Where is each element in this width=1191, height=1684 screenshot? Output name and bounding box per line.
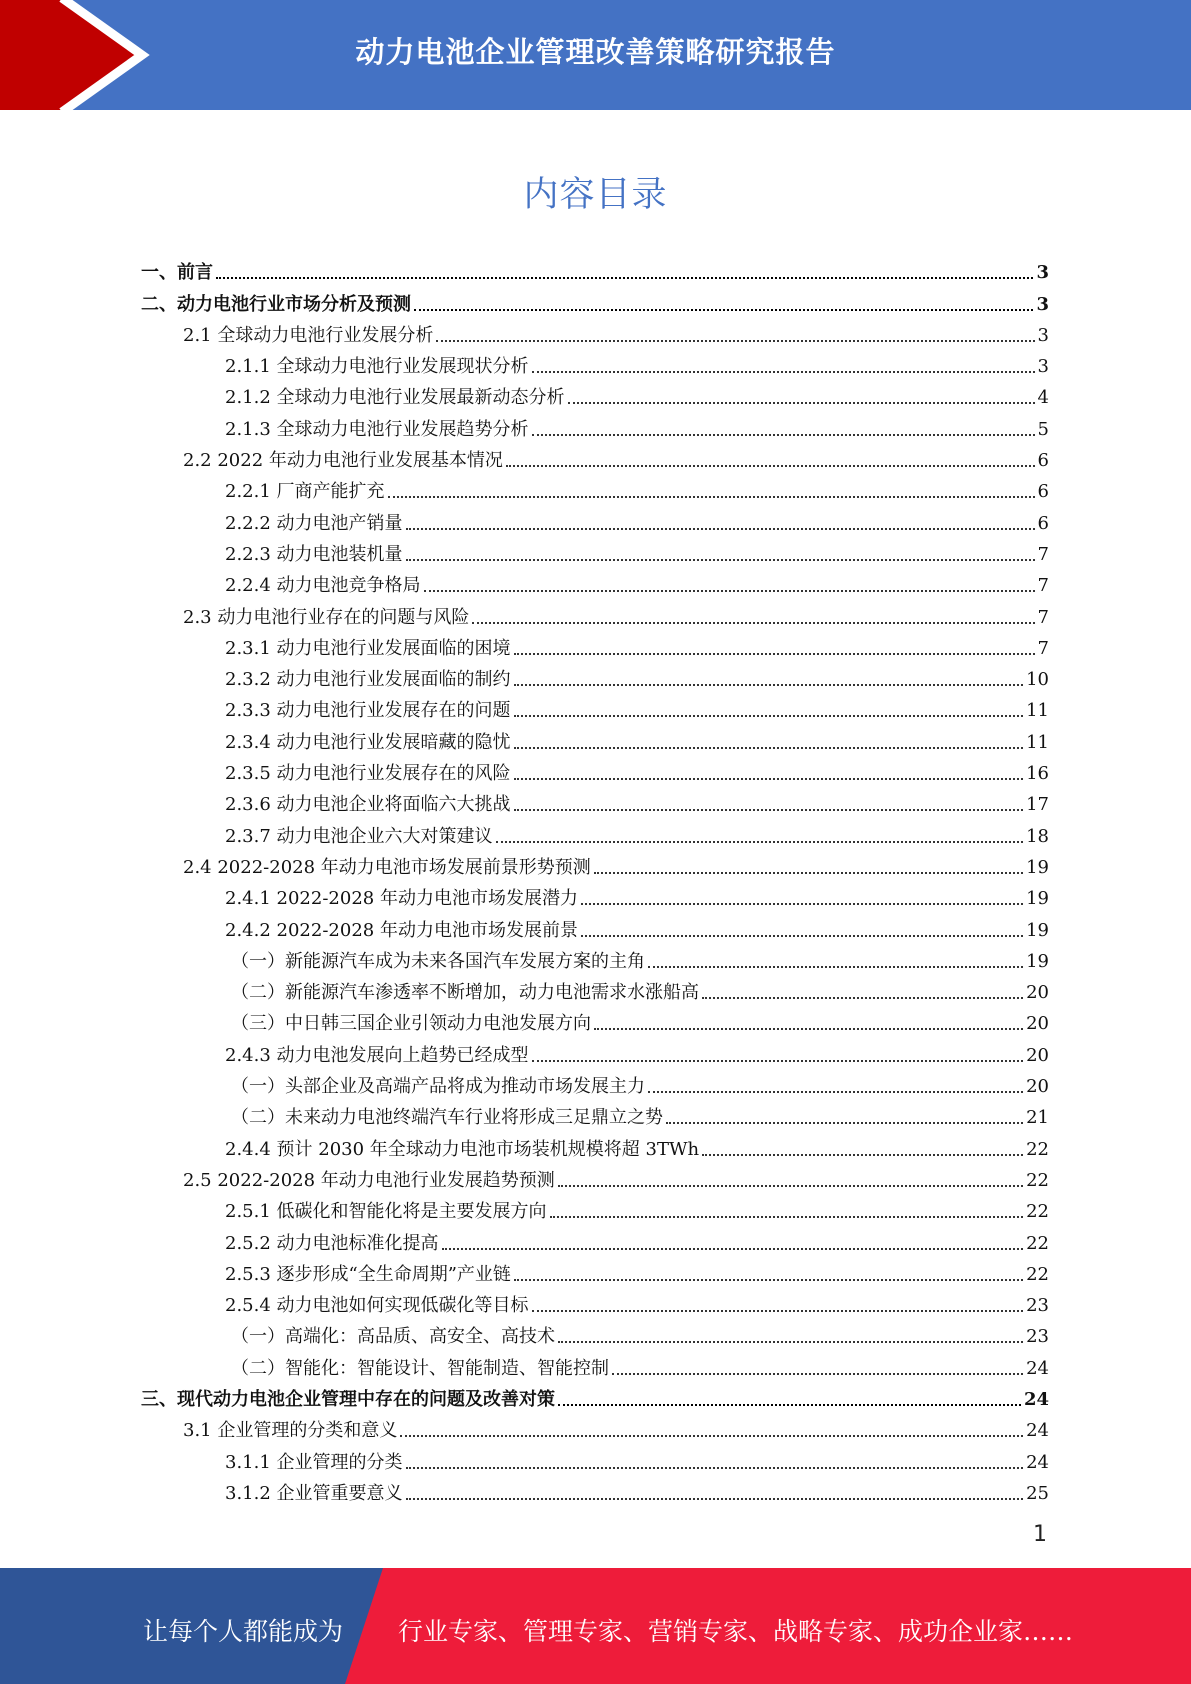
toc-leader-dots <box>216 277 1033 279</box>
toc-entry-page: 23 <box>1026 1326 1049 1348</box>
toc-leader-dots <box>532 1310 1024 1312</box>
toc-entry-label: 2.5 2022-2028 年动力电池行业发展趋势预测 <box>183 1169 555 1191</box>
toc-leader-dots <box>594 872 1023 874</box>
toc-entry-label: 2.3.5 动力电池行业发展存在的风险 <box>225 763 511 785</box>
toc-leader-dots <box>514 715 1024 717</box>
toc-leader-dots <box>424 590 1035 592</box>
toc-entry-page: 7 <box>1037 543 1049 565</box>
toc-entry-page: 24 <box>1026 1357 1049 1379</box>
toc-entry[interactable] <box>141 1474 1049 1505</box>
toc-entry-page: 20 <box>1026 1044 1049 1066</box>
toc-entry-label: 2.2.4 动力电池竞争格局 <box>225 575 421 597</box>
toc-entry-label: 2.4.3 动力电池发展向上趋势已经成型 <box>225 1044 529 1066</box>
toc-entry-label: 2.4.1 2022-2028 年动力电池市场发展潜力 <box>225 888 578 910</box>
toc-entry-label: 3.1.1 企业管理的分类 <box>225 1451 403 1473</box>
toc-entry-page: 23 <box>1026 1295 1049 1317</box>
toc-entry-page: 3 <box>1036 262 1049 284</box>
toc-leader-dots <box>702 997 1023 999</box>
toc-entry-page: 4 <box>1037 387 1049 409</box>
toc-entry[interactable] <box>141 1098 1049 1129</box>
toc-entry[interactable] <box>141 347 1049 378</box>
toc-leader-dots <box>581 935 1023 937</box>
toc-leader-dots <box>414 309 1033 311</box>
toc-leader-dots <box>648 1091 1023 1093</box>
toc-entry[interactable] <box>141 472 1049 503</box>
toc-leader-dots <box>514 778 1024 780</box>
toc-leader-dots <box>442 1248 1024 1250</box>
toc-leader-dots <box>406 1467 1024 1469</box>
toc-leader-dots <box>612 1373 1023 1375</box>
toc-entry-page: 20 <box>1026 1013 1049 1035</box>
toc-entry-page: 6 <box>1037 450 1049 472</box>
toc-entry-page: 22 <box>1026 1169 1049 1191</box>
toc-entry-label: 三、现代动力电池企业管理中存在的问题及改善对策 <box>141 1388 555 1410</box>
toc-entry-label: （二）新能源汽车渗透率不断增加，动力电池需求水涨船高 <box>231 982 699 1004</box>
toc-entry-page: 7 <box>1037 575 1049 597</box>
toc-entry[interactable] <box>141 879 1049 910</box>
toc-leader-dots <box>514 653 1035 655</box>
toc-entry-page: 11 <box>1026 700 1049 722</box>
toc-entry-label: 3.1 企业管理的分类和意义 <box>183 1420 398 1442</box>
toc-entry-page: 22 <box>1026 1138 1049 1160</box>
toc-entry[interactable] <box>141 1255 1049 1286</box>
toc-leader-dots <box>506 465 1035 467</box>
toc-leader-dots <box>558 1341 1023 1343</box>
toc-leader-dots <box>472 622 1034 624</box>
toc-entry[interactable] <box>141 535 1049 566</box>
toc-entry-page: 6 <box>1037 481 1049 503</box>
toc-entry[interactable] <box>141 284 1049 315</box>
page-footer <box>0 1568 1191 1684</box>
toc-entry-page: 25 <box>1026 1482 1049 1504</box>
toc-entry-label: 二、动力电池行业市场分析及预测 <box>141 293 411 315</box>
toc-leader-dots <box>406 1498 1024 1500</box>
toc-heading: 内容目录 <box>523 175 668 215</box>
table-of-contents <box>141 253 1049 1505</box>
toc-entry-label: 2.5.3 逐步形成“全生命周期”产业链 <box>225 1263 511 1285</box>
toc-leader-dots <box>568 402 1035 404</box>
toc-entry-page: 3 <box>1037 324 1049 346</box>
toc-entry[interactable] <box>141 1223 1049 1254</box>
toc-leader-dots <box>514 809 1024 811</box>
toc-entry-page: 5 <box>1037 418 1049 440</box>
toc-entry[interactable] <box>141 722 1049 753</box>
toc-entry-label: 2.4.4 预计 2030 年全球动力电池市场装机规模将超 3TWh <box>225 1138 700 1160</box>
toc-entry-label: 2.3.1 动力电池行业发展面临的困境 <box>225 637 511 659</box>
toc-leader-dots <box>406 528 1035 530</box>
toc-entry[interactable] <box>141 1192 1049 1223</box>
toc-entry-label: 2.1.2 全球动力电池行业发展最新动态分析 <box>225 387 565 409</box>
toc-entry[interactable] <box>141 785 1049 816</box>
toc-entry-label: （一）高端化：高品质、高安全、高技术 <box>231 1326 555 1348</box>
toc-entry[interactable] <box>141 316 1049 347</box>
toc-entry[interactable] <box>141 253 1049 284</box>
toc-leader-dots <box>514 684 1024 686</box>
toc-leader-dots <box>558 1185 1023 1187</box>
toc-entry-label: （二）智能化：智能设计、智能制造、智能控制 <box>231 1357 609 1379</box>
toc-entry-label: 2.2.2 动力电池产销量 <box>225 512 403 534</box>
toc-entry[interactable] <box>141 1004 1049 1035</box>
toc-leader-dots <box>532 1060 1024 1062</box>
toc-entry[interactable] <box>141 691 1049 722</box>
toc-entry-label: 2.1.3 全球动力电池行业发展趋势分析 <box>225 418 529 440</box>
toc-entry-page: 7 <box>1037 606 1049 628</box>
toc-entry-label: 2.5.4 动力电池如何实现低碳化等目标 <box>225 1295 529 1317</box>
toc-entry-label: 2.3.4 动力电池行业发展暗藏的隐忧 <box>225 731 511 753</box>
toc-entry-label: 2.5.2 动力电池标准化提高 <box>225 1232 439 1254</box>
toc-entry[interactable] <box>141 848 1049 879</box>
toc-entry-page: 24 <box>1023 1388 1049 1410</box>
toc-leader-dots <box>594 1028 1023 1030</box>
toc-entry[interactable] <box>141 1380 1049 1411</box>
toc-entry[interactable] <box>141 1161 1049 1192</box>
toc-entry-page: 22 <box>1026 1263 1049 1285</box>
report-title: 动力电池企业管理改善策略研究报告 <box>355 35 836 69</box>
footer-slogan-left: 让每个人都能成为 <box>143 1617 344 1646</box>
toc-leader-dots <box>532 434 1035 436</box>
page-number: 1 <box>1033 1522 1047 1547</box>
toc-entry[interactable] <box>141 942 1049 973</box>
toc-entry-label: （一）新能源汽车成为未来各国汽车发展方案的主角 <box>231 950 645 972</box>
toc-entry[interactable] <box>141 378 1049 409</box>
toc-entry-page: 17 <box>1026 794 1049 816</box>
toc-entry[interactable] <box>141 1035 1049 1066</box>
toc-entry-page: 7 <box>1037 637 1049 659</box>
toc-leader-dots <box>648 966 1023 968</box>
toc-entry-label: 2.2.3 动力电池装机量 <box>225 543 403 565</box>
toc-entry-label: 3.1.2 企业管重要意义 <box>225 1482 403 1504</box>
footer-slogan-right: 行业专家、管理专家、营销专家、战略专家、成功企业家…… <box>398 1617 1074 1646</box>
toc-entry-label: 2.3.2 动力电池行业发展面临的制约 <box>225 669 511 691</box>
toc-entry-page: 18 <box>1026 825 1049 847</box>
toc-entry-label: 2.3.3 动力电池行业发展存在的问题 <box>225 700 511 722</box>
toc-entry[interactable] <box>141 1442 1049 1473</box>
toc-entry-page: 19 <box>1026 856 1049 878</box>
toc-entry-label: 一、前言 <box>141 262 213 284</box>
page-header <box>0 0 1191 110</box>
toc-entry[interactable] <box>141 816 1049 847</box>
toc-entry-page: 20 <box>1026 1076 1049 1098</box>
toc-entry-page: 10 <box>1026 669 1049 691</box>
toc-entry-page: 3 <box>1036 293 1049 315</box>
toc-entry-page: 19 <box>1026 919 1049 941</box>
toc-leader-dots <box>406 559 1035 561</box>
toc-entry-label: 2.2.1 厂商产能扩充 <box>225 481 385 503</box>
toc-leader-dots <box>400 1435 1023 1437</box>
toc-leader-dots <box>436 340 1034 342</box>
toc-entry[interactable] <box>141 441 1049 472</box>
toc-entry-page: 24 <box>1026 1420 1049 1442</box>
toc-entry[interactable] <box>141 1411 1049 1442</box>
toc-leader-dots <box>558 1404 1021 1406</box>
toc-entry[interactable] <box>141 754 1049 785</box>
toc-leader-dots <box>496 841 1024 843</box>
toc-entry[interactable] <box>141 1129 1049 1160</box>
toc-leader-dots <box>514 747 1024 749</box>
toc-entry-page: 22 <box>1026 1201 1049 1223</box>
toc-entry-label: 2.2 2022 年动力电池行业发展基本情况 <box>183 450 503 472</box>
toc-entry-label: 2.5.1 低碳化和智能化将是主要发展方向 <box>225 1201 547 1223</box>
toc-leader-dots <box>532 371 1035 373</box>
toc-entry[interactable] <box>141 503 1049 534</box>
toc-leader-dots <box>666 1122 1023 1124</box>
toc-entry[interactable] <box>141 597 1049 628</box>
toc-entry[interactable] <box>141 629 1049 660</box>
toc-leader-dots <box>550 1216 1024 1218</box>
toc-entry[interactable] <box>141 910 1049 941</box>
toc-entry-page: 19 <box>1026 888 1049 910</box>
toc-entry-label: 2.3.6 动力电池企业将面临六大挑战 <box>225 794 511 816</box>
toc-entry-label: 2.4 2022-2028 年动力电池市场发展前景形势预测 <box>183 856 591 878</box>
toc-entry-page: 20 <box>1026 982 1049 1004</box>
toc-leader-dots <box>514 1279 1023 1281</box>
toc-entry-label: （一）头部企业及高端产品将成为推动市场发展主力 <box>231 1076 645 1098</box>
toc-leader-dots <box>388 496 1035 498</box>
toc-entry[interactable] <box>141 1317 1049 1348</box>
toc-entry[interactable] <box>141 660 1049 691</box>
toc-entry-label: 2.1.1 全球动力电池行业发展现状分析 <box>225 356 529 378</box>
toc-entry[interactable] <box>141 1286 1049 1317</box>
toc-entry-label: （三）中日韩三国企业引领动力电池发展方向 <box>231 1013 591 1035</box>
toc-entry-label: 2.3 动力电池行业存在的问题与风险 <box>183 606 470 628</box>
toc-entry-page: 3 <box>1037 356 1049 378</box>
toc-entry-page: 24 <box>1026 1451 1049 1473</box>
toc-leader-dots <box>581 903 1023 905</box>
toc-entry[interactable] <box>141 973 1049 1004</box>
toc-entry[interactable] <box>141 1067 1049 1098</box>
toc-entry-page: 6 <box>1037 512 1049 534</box>
toc-entry-label: 2.4.2 2022-2028 年动力电池市场发展前景 <box>225 919 578 941</box>
toc-leader-dots <box>702 1154 1023 1156</box>
toc-entry-page: 19 <box>1026 950 1049 972</box>
toc-entry-label: （二）未来动力电池终端汽车行业将形成三足鼎立之势 <box>231 1107 663 1129</box>
toc-entry-label: 2.1 全球动力电池行业发展分析 <box>183 324 434 346</box>
toc-entry-label: 2.3.7 动力电池企业六大对策建议 <box>225 825 493 847</box>
toc-entry[interactable] <box>141 566 1049 597</box>
toc-entry-page: 22 <box>1026 1232 1049 1254</box>
toc-entry[interactable] <box>141 1348 1049 1379</box>
toc-entry-page: 11 <box>1026 731 1049 753</box>
toc-entry-page: 16 <box>1026 763 1049 785</box>
toc-entry[interactable] <box>141 409 1049 440</box>
toc-entry-page: 21 <box>1026 1107 1049 1129</box>
